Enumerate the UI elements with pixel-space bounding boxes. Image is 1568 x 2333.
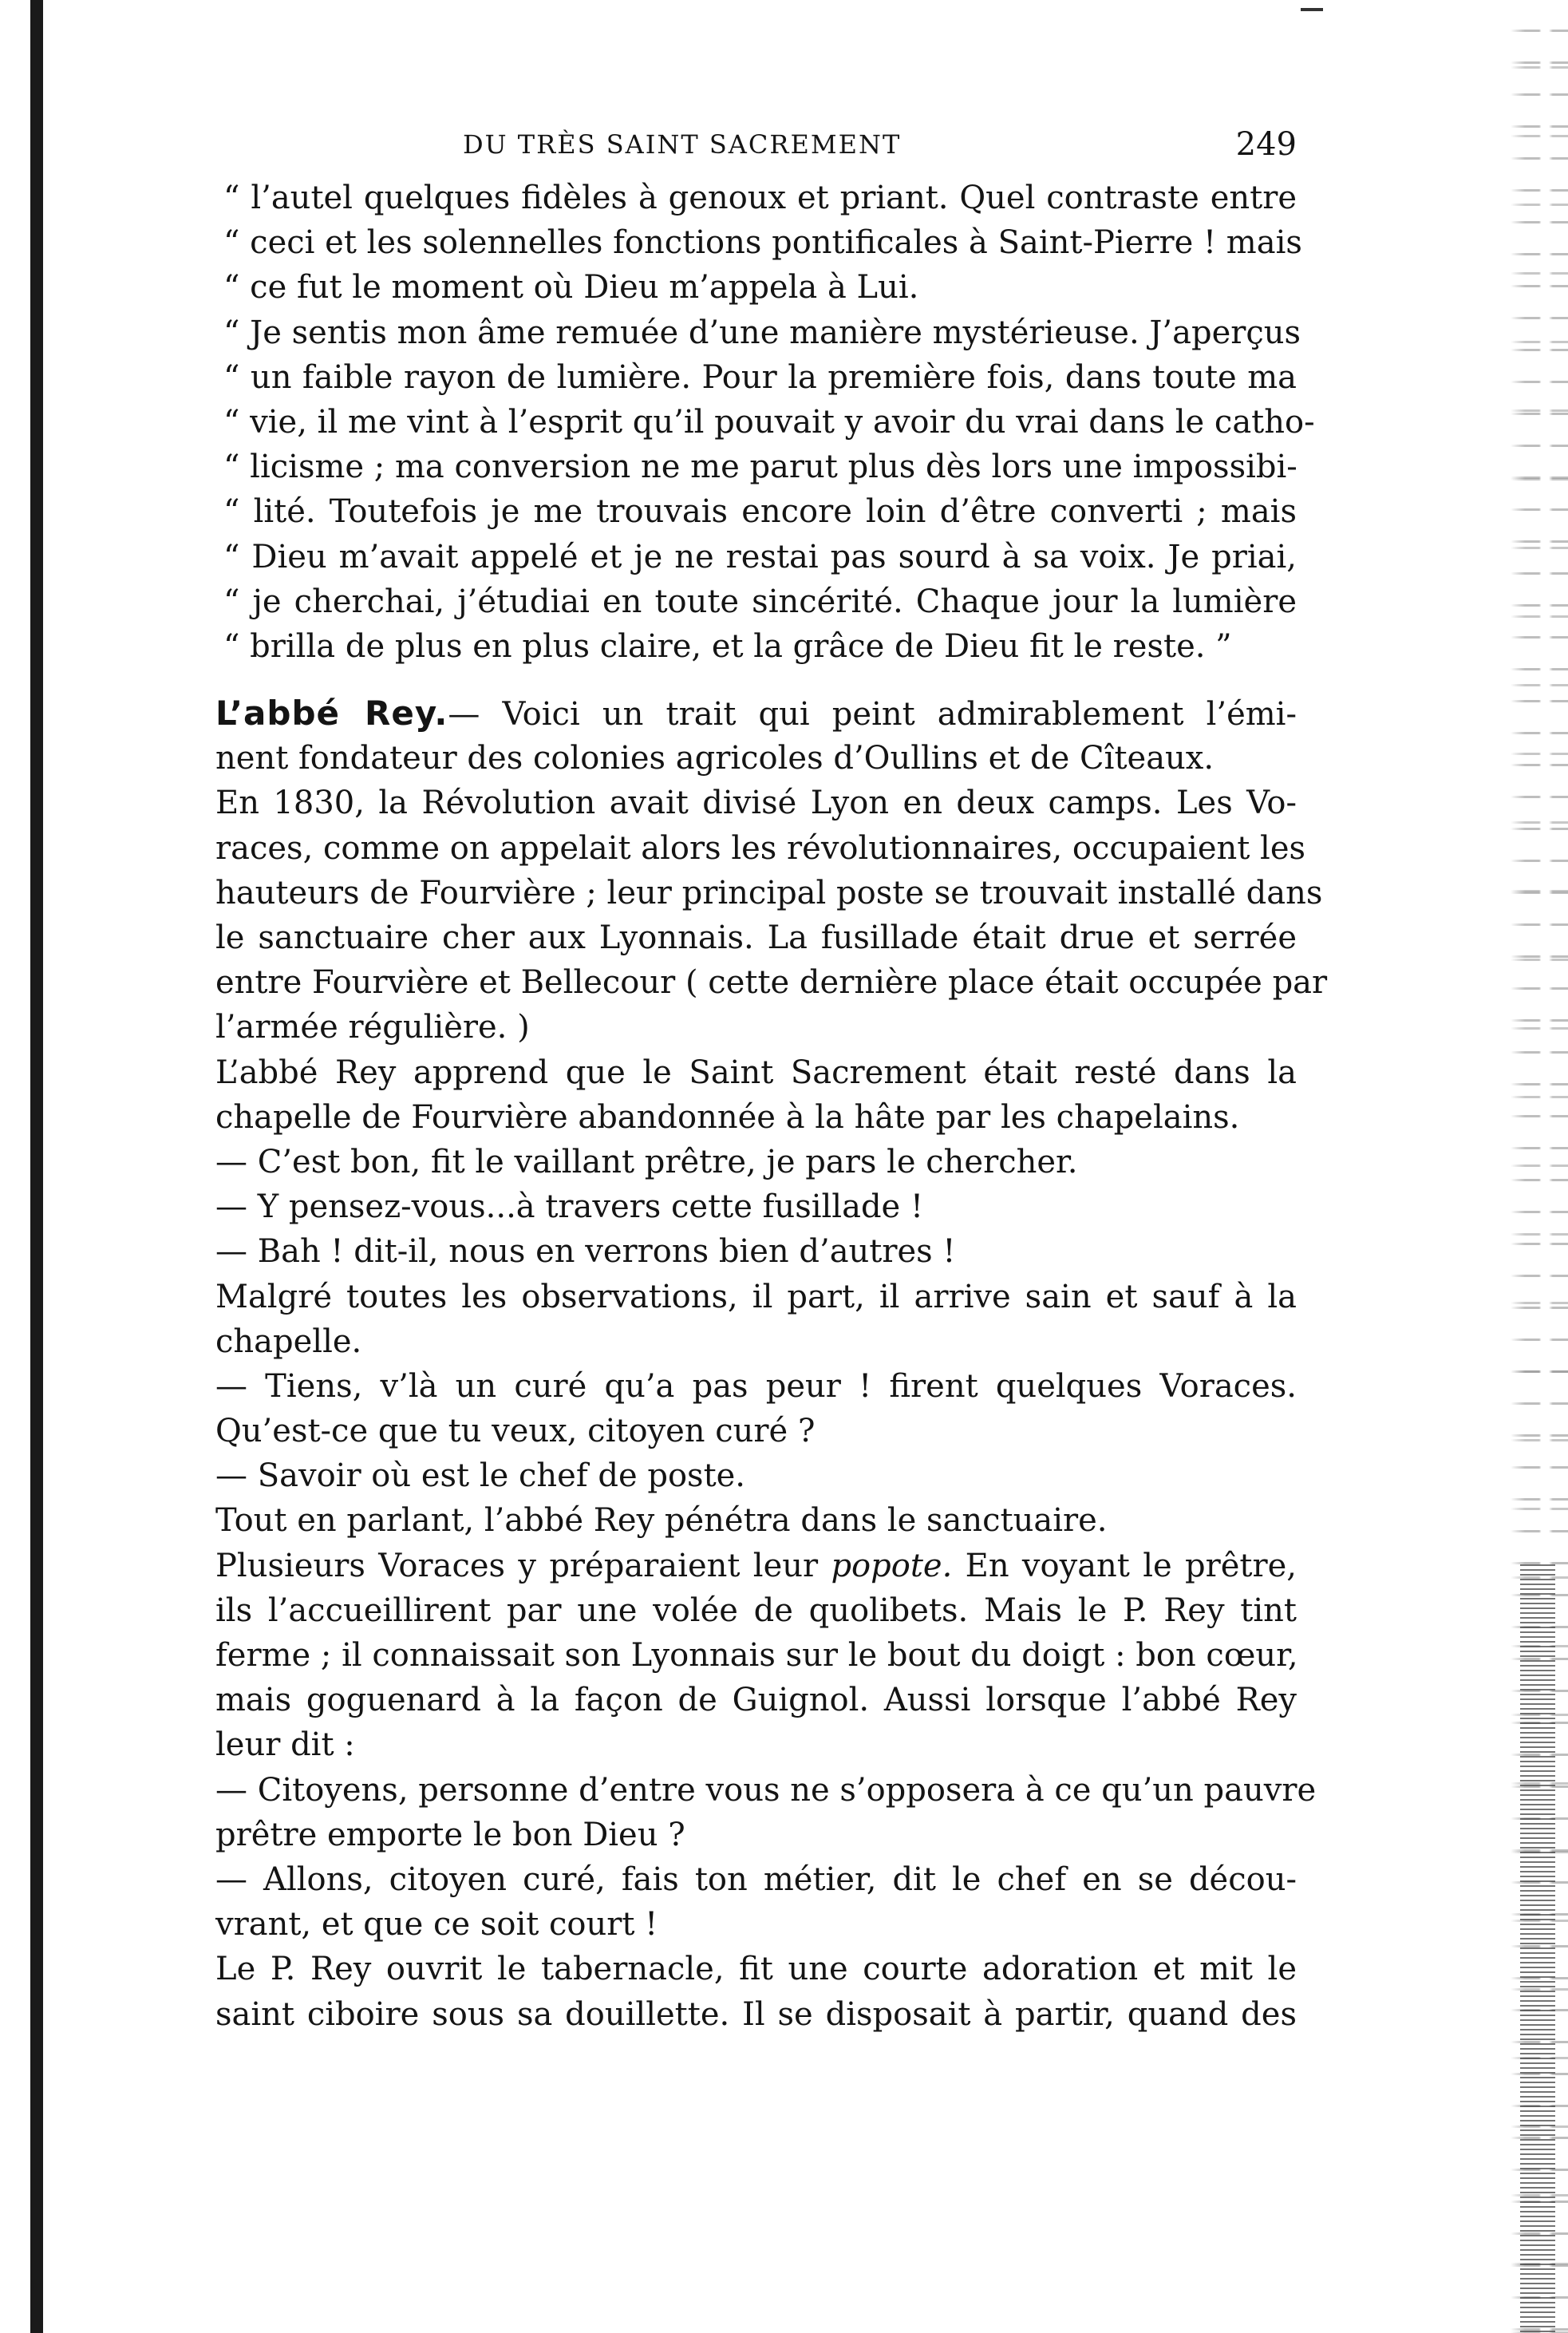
text-line: l’armée régulière. ) xyxy=(215,1009,530,1046)
entry-heading: L’abbé Rey. xyxy=(215,694,448,734)
binding-edge xyxy=(30,0,43,2333)
text-line: “ ceci et les solennelles fonctions pontificales à Saint-Pierre ! mais xyxy=(223,224,1302,262)
popote-line xyxy=(215,1544,1297,1588)
text-line: “ je cherchai, j’étudiai en toute sincérité. Chaque jour la lumière xyxy=(223,583,1297,620)
popote-after: En voyant le prêtre, xyxy=(952,1547,1297,1584)
page-header xyxy=(215,126,1297,174)
text-line: “ Dieu m’avait appelé et je ne restai pas sourd à sa voix. Je priai, xyxy=(223,538,1297,575)
text-line: vrant, et que ce soit court ! xyxy=(215,1906,658,1944)
text-line: En 1830, la Révolution avait divisé Lyon en deux camps. Les Vo- xyxy=(215,785,1297,822)
entry-first-line xyxy=(215,691,1297,736)
entry-heading-rest: — Voici un trait qui peint admirablement l’émi- xyxy=(448,696,1297,734)
text-line: Qu’est-ce que tu veux, citoyen curé ? xyxy=(215,1413,816,1450)
text-line: “ un faible rayon de lumière. Pour la première fois, dans toute ma xyxy=(223,358,1297,396)
text-line: — Citoyens, personne d’entre vous ne s’opposera à ce qu’un pauvre xyxy=(215,1771,1317,1809)
text-line: races, comme on appelait alors les révolutionnaires, occupaient les xyxy=(215,829,1306,867)
text-line: le sanctuaire cher aux Lyonnais. La fusillade était drue et serrée xyxy=(215,919,1297,956)
text-line: — Bah ! dit-il, nous en verrons bien d’autres ! xyxy=(215,1233,956,1271)
text-line: “ licisme ; ma conversion ne me parut plus dès lors une impossibi- xyxy=(223,449,1297,486)
text-line: Malgré toutes les observations, il part, il arrive sain et sauf à la xyxy=(215,1278,1297,1315)
corner-mark xyxy=(1301,8,1323,11)
popote-italic: popote. xyxy=(831,1547,953,1584)
text-line: prêtre emporte le bon Dieu ? xyxy=(215,1816,685,1853)
text-line: “ lité. Toutefois je me trouvais encore loin d’être converti ; mais xyxy=(223,493,1297,531)
text-line: saint ciboire sous sa douillette. Il se disposait à partir, quand des xyxy=(215,1995,1297,2033)
text-line: “ brilla de plus en plus claire, et la grâce de Dieu fit le reste. ” xyxy=(223,627,1232,665)
text-line: “ vie, il me vint à l’esprit qu’il pouvait y avoir du vrai dans le catho- xyxy=(223,403,1315,441)
page-text xyxy=(215,176,1328,2037)
text-line: leur dit : xyxy=(215,1726,355,1764)
text-line: “ Je sentis mon âme remuée d’une manière mystérieuse. J’aperçus xyxy=(223,314,1301,351)
text-line: Tout en parlant, l’abbé Rey pénétra dans le sanctuaire. xyxy=(215,1502,1108,1540)
page-number: 249 xyxy=(1235,126,1297,163)
text-line: “ ce fut le moment où Dieu m’appela à Lui. xyxy=(223,269,919,306)
text-line: chapelle. xyxy=(215,1323,362,1360)
scan-edge-dark-strip xyxy=(1520,1564,1555,2333)
text-line: hauteurs de Fourvière ; leur principal poste se trouvait installé dans xyxy=(215,874,1323,911)
text-line: — Allons, citoyen curé, fais ton métier, dit le chef en se décou- xyxy=(215,1860,1297,1898)
text-line: mais goguenard à la façon de Guignol. Aussi lorsque l’abbé Rey xyxy=(215,1682,1297,1719)
text-line: — Tiens, v’là un curé qu’a pas peur ! firent quelques Voraces. xyxy=(215,1367,1297,1405)
text-line: L’abbé Rey apprend que le Saint Sacrement était resté dans la xyxy=(215,1054,1297,1091)
text-line: ils l’accueillirent par une volée de quolibets. Mais le P. Rey tint xyxy=(215,1592,1297,1629)
text-line: — C’est bon, fit le vaillant prêtre, je pars le chercher. xyxy=(215,1143,1078,1180)
text-line: Le P. Rey ouvrit le tabernacle, fit une courte adoration et mit le xyxy=(215,1951,1297,1988)
text-line: nent fondateur des colonies agricoles d’Oullins et de Cîteaux. xyxy=(215,740,1215,777)
text-line: ferme ; il connaissait son Lyonnais sur le bout du doigt : bon cœur, xyxy=(215,1637,1298,1674)
popote-before: Plusieurs Voraces y préparaient leur xyxy=(215,1547,831,1584)
text-line: entre Fourvière et Bellecour ( cette dernière place était occupée par xyxy=(215,964,1328,1002)
text-line: — Savoir où est le chef de poste. xyxy=(215,1457,746,1495)
text-line: chapelle de Fourvière abandonnée à la hâte par les chapelains. xyxy=(215,1098,1240,1136)
text-line: — Y pensez-vous...à travers cette fusillade ! xyxy=(215,1188,924,1226)
running-title: DU TRÈS SAINT SACREMENT xyxy=(463,129,902,160)
text-line: “ l’autel quelques fidèles à genoux et priant. Quel contraste entre xyxy=(223,180,1297,216)
section-gap xyxy=(215,669,1297,691)
